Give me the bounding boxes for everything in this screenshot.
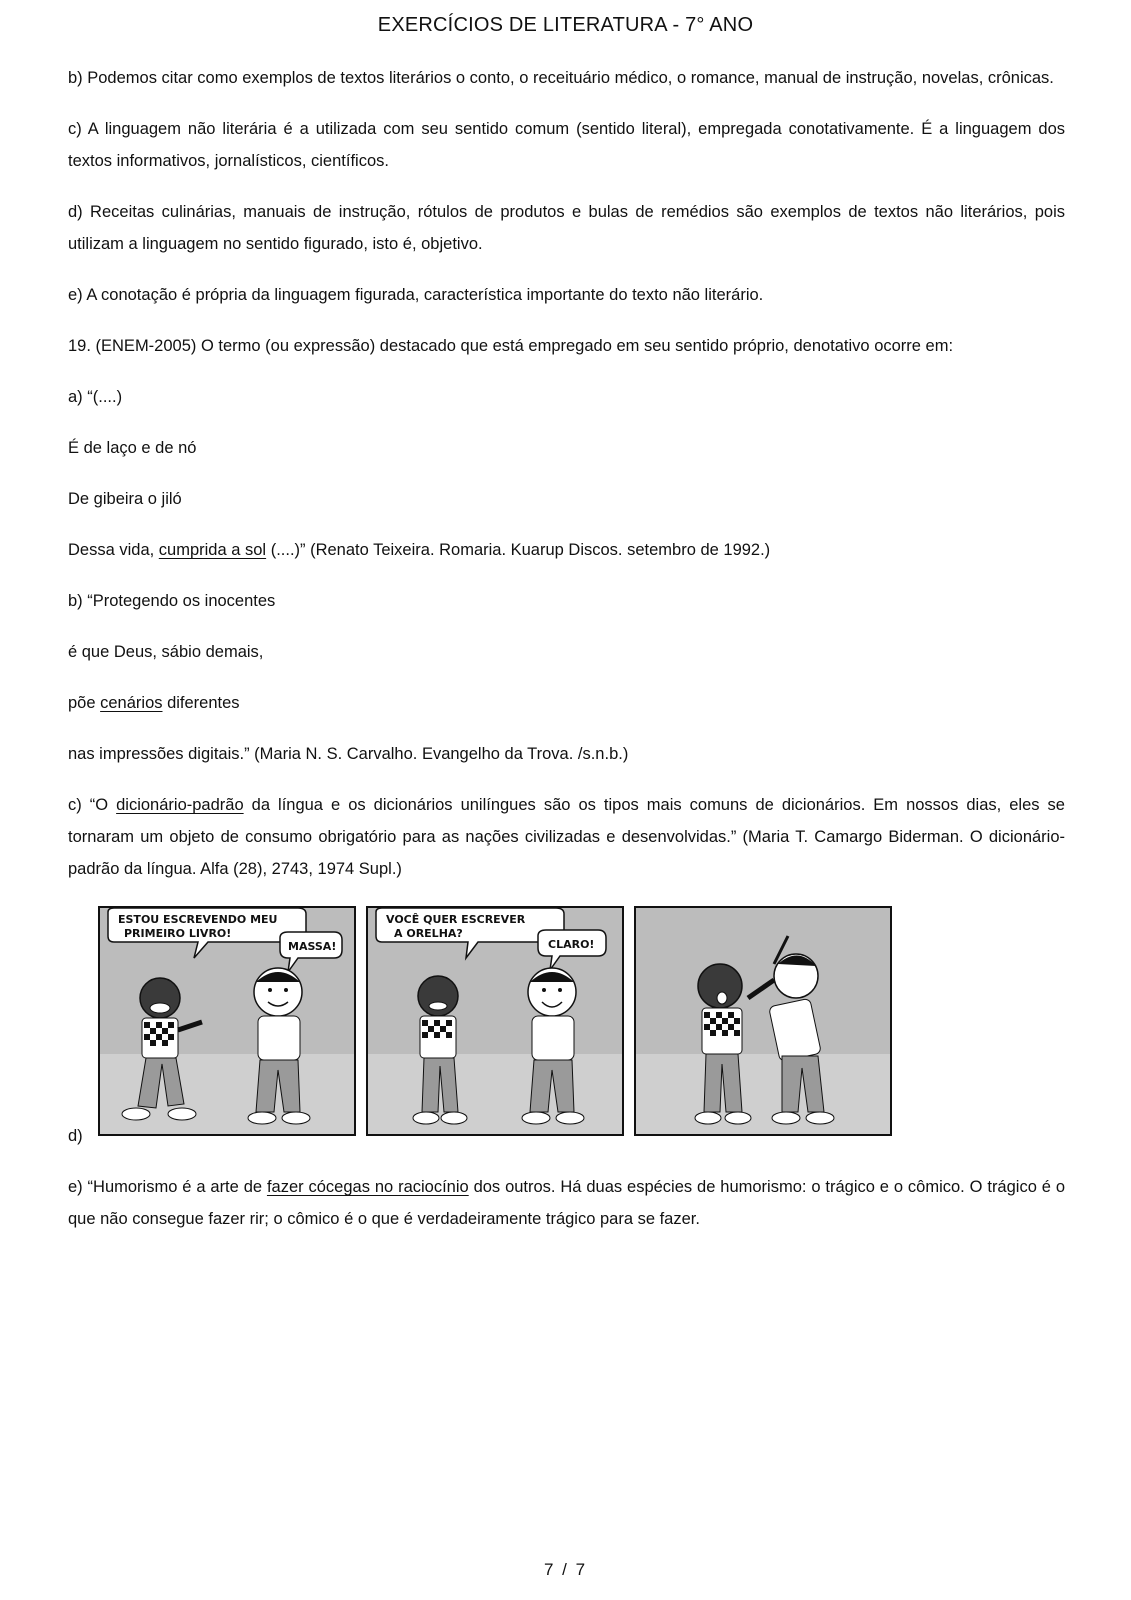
comic-text: ESTOU ESCREVENDO MEU	[118, 913, 278, 926]
comic-text: MASSA!	[288, 940, 337, 953]
comic-text: VOCÊ QUER ESCREVER	[386, 913, 526, 926]
q19-a-highlight: cumprida a sol	[158, 541, 267, 559]
comic-text-part: A	[394, 927, 407, 940]
comic-panel-2	[367, 907, 623, 1135]
q19-e-highlight: fazer cócegas no raciocínio	[266, 1178, 469, 1196]
page-title: EXERCÍCIOS DE LITERATURA - 7° ANO	[377, 14, 754, 36]
q19-b-highlight: cenários	[100, 694, 163, 712]
comic-text-part: ?	[456, 927, 463, 940]
q19-e	[68, 1171, 1065, 1235]
comic-text: CLARO!	[548, 938, 595, 951]
q19-a-line1: a) “(....)	[68, 388, 123, 406]
comic-panel-1	[99, 907, 355, 1135]
page-number: 7 / 7	[543, 1560, 588, 1579]
q19-a-line4	[68, 534, 1065, 566]
option-d-prev: d) Receitas culinárias, manuais de instrução, rótulos de produtos e bulas de remédios são exemplos de textos não literários, pois utilizam a linguagem no sentido figurado, isto é, objetivo.	[68, 203, 1065, 253]
comic-panel-3	[635, 907, 891, 1135]
q19-b-line3	[68, 687, 1065, 719]
q19-c-highlight: dicionário-padrão	[116, 796, 244, 814]
q19-c-after: da língua e os dicionários unilíngues são os tipos mais comuns de dicionários. Em nossos dias, eles se tornaram um objeto de consumo obrigatório para as nações civilizadas e desenvolvidas.” (Maria T. Camargo Biderman. O dicionário-padrão da língua. Alfa (28), 2743, 1974 Supl.)	[68, 796, 1065, 878]
q19-e-after: dos outros. Há duas espécies de humorismo: o trágico e o cômico. O trágico é o que não consegue fazer rir; o cômico é o que é verdadeiramente trágico para se fazer.	[68, 1178, 1065, 1228]
q19-c-before: c) “O	[68, 796, 117, 814]
comic-strip	[98, 906, 898, 1138]
comic-text: PRIMEIRO LIVRO!	[124, 927, 232, 940]
question-19-stem: 19. (ENEM-2005) O termo (ou expressão) destacado que está empregado em seu sentido próprio, denotativo ocorre em:	[68, 337, 954, 355]
option-b-prev: b) Podemos citar como exemplos de textos literários o conto, o receituário médico, o romance, manual de instrução, novelas, crônicas.	[68, 69, 1054, 87]
comic-text	[394, 927, 463, 940]
q19-b-line3-after: diferentes	[162, 694, 240, 712]
q19-b-line3-before: põe	[68, 694, 101, 712]
q19-a-line4-after: (....)” (Renato Teixeira. Romaria. Kuarup Discos. setembro de 1992.)	[266, 541, 771, 559]
q19-e-before: e) “Humorismo é a arte de	[68, 1178, 267, 1196]
comic-text-part: ORELHA	[406, 927, 457, 940]
option-c-prev: c) A linguagem não literária é a utilizada com seu sentido comum (sentido literal), empregada conotativamente. É a linguagem dos textos informativos, jornalísticos, científicos.	[68, 120, 1065, 170]
q19-b-line2: é que Deus, sábio demais,	[68, 643, 264, 661]
q19-a-line2: É de laço e de nó	[68, 439, 197, 457]
q19-c	[68, 789, 1065, 885]
q19-d	[68, 904, 1065, 1152]
q19-b-line4: nas impressões digitais.” (Maria N. S. Carvalho. Evangelho da Trova. /s.n.b.)	[68, 745, 629, 763]
q19-d-label: d)	[68, 1127, 83, 1145]
document-body	[68, 62, 1065, 1254]
q19-a-line4-before: Dessa vida,	[68, 541, 159, 559]
q19-a-line3: De gibeira o jiló	[68, 490, 182, 508]
option-e-prev: e) A conotação é própria da linguagem figurada, característica importante do texto não literário.	[68, 286, 764, 304]
q19-b-line1: b) “Protegendo os inocentes	[68, 592, 276, 610]
